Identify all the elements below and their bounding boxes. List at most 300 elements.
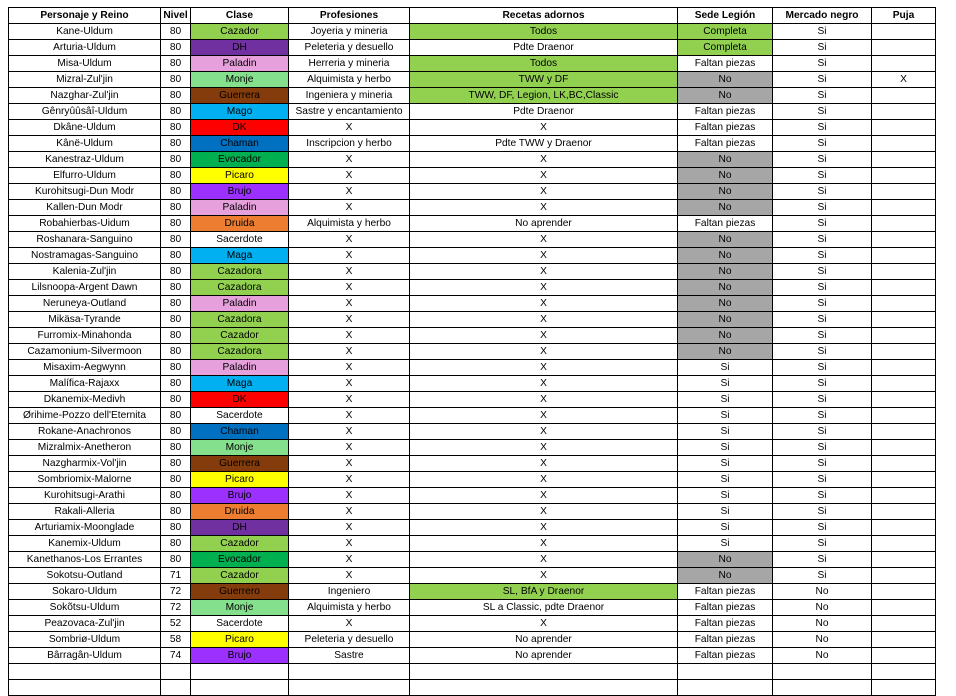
cell-mercado[interactable]: Si — [773, 312, 872, 328]
cell-sede[interactable]: Si — [678, 456, 773, 472]
cell-mercado[interactable]: Si — [773, 456, 872, 472]
cell-sede[interactable]: Faltan piezas — [678, 104, 773, 120]
cell-clase[interactable]: Cazador — [191, 328, 289, 344]
cell-personaje[interactable]: Robahierbas-Uidum — [9, 216, 161, 232]
cell-profesiones[interactable]: Sastre y encantamiento — [289, 104, 410, 120]
header-sede[interactable]: Sede Legión — [678, 8, 773, 24]
cell-recetas[interactable]: X — [410, 312, 678, 328]
cell-sede[interactable]: Si — [678, 504, 773, 520]
cell-puja[interactable] — [872, 168, 936, 184]
cell-personaje[interactable]: Arturia-Uldum — [9, 40, 161, 56]
cell-nivel[interactable]: 80 — [161, 552, 191, 568]
cell-clase[interactable]: Paladin — [191, 200, 289, 216]
cell-clase[interactable]: Cazador — [191, 24, 289, 40]
cell-mercado[interactable]: Si — [773, 408, 872, 424]
cell-sede[interactable]: No — [678, 168, 773, 184]
cell-puja[interactable] — [872, 264, 936, 280]
cell-personaje[interactable]: Dkâne-Uldum — [9, 120, 161, 136]
cell-nivel[interactable]: 80 — [161, 296, 191, 312]
cell-profesiones[interactable]: X — [289, 200, 410, 216]
cell-mercado[interactable]: Si — [773, 136, 872, 152]
cell-recetas[interactable]: Pdte TWW y Draenor — [410, 136, 678, 152]
cell-recetas[interactable]: TWW, DF, Legion, LK,BC,Classic — [410, 88, 678, 104]
cell-puja[interactable] — [872, 520, 936, 536]
cell-mercado[interactable]: Si — [773, 472, 872, 488]
empty-cell[interactable] — [9, 664, 161, 680]
cell-puja[interactable] — [872, 280, 936, 296]
cell-sede[interactable]: Completa — [678, 40, 773, 56]
cell-mercado[interactable]: Si — [773, 280, 872, 296]
cell-profesiones[interactable]: Herreria y mineria — [289, 56, 410, 72]
cell-nivel[interactable]: 80 — [161, 24, 191, 40]
cell-puja[interactable] — [872, 568, 936, 584]
cell-nivel[interactable]: 80 — [161, 504, 191, 520]
cell-nivel[interactable]: 80 — [161, 392, 191, 408]
cell-mercado[interactable]: Si — [773, 504, 872, 520]
cell-sede[interactable]: Faltan piezas — [678, 584, 773, 600]
cell-mercado[interactable]: Si — [773, 376, 872, 392]
cell-personaje[interactable]: Sokaro-Uldum — [9, 584, 161, 600]
cell-puja[interactable] — [872, 600, 936, 616]
cell-personaje[interactable]: Mizral-Zul'jin — [9, 72, 161, 88]
cell-clase[interactable]: Brujo — [191, 648, 289, 664]
cell-profesiones[interactable]: X — [289, 456, 410, 472]
cell-clase[interactable]: DH — [191, 520, 289, 536]
cell-puja[interactable] — [872, 360, 936, 376]
cell-recetas[interactable]: X — [410, 440, 678, 456]
cell-sede[interactable]: Si — [678, 488, 773, 504]
cell-mercado[interactable]: Si — [773, 440, 872, 456]
cell-clase[interactable]: Maga — [191, 248, 289, 264]
cell-recetas[interactable]: X — [410, 520, 678, 536]
cell-nivel[interactable]: 80 — [161, 424, 191, 440]
cell-mercado[interactable]: Si — [773, 152, 872, 168]
cell-puja[interactable] — [872, 312, 936, 328]
cell-profesiones[interactable]: X — [289, 344, 410, 360]
cell-puja[interactable] — [872, 120, 936, 136]
cell-profesiones[interactable]: X — [289, 264, 410, 280]
cell-puja[interactable] — [872, 584, 936, 600]
cell-sede[interactable]: Si — [678, 392, 773, 408]
empty-cell[interactable] — [191, 680, 289, 696]
cell-recetas[interactable]: X — [410, 120, 678, 136]
empty-cell[interactable] — [161, 680, 191, 696]
cell-mercado[interactable]: Si — [773, 232, 872, 248]
cell-clase[interactable]: DH — [191, 40, 289, 56]
cell-clase[interactable]: Cazadora — [191, 312, 289, 328]
cell-mercado[interactable]: Si — [773, 120, 872, 136]
cell-sede[interactable]: No — [678, 264, 773, 280]
cell-clase[interactable]: Chaman — [191, 424, 289, 440]
cell-puja[interactable] — [872, 344, 936, 360]
cell-puja[interactable] — [872, 440, 936, 456]
cell-nivel[interactable]: 80 — [161, 200, 191, 216]
empty-cell[interactable] — [191, 664, 289, 680]
cell-nivel[interactable]: 80 — [161, 408, 191, 424]
cell-recetas[interactable]: X — [410, 280, 678, 296]
cell-nivel[interactable]: 80 — [161, 536, 191, 552]
cell-mercado[interactable]: Si — [773, 296, 872, 312]
cell-profesiones[interactable]: Peleteria y desuello — [289, 40, 410, 56]
cell-clase[interactable]: Paladin — [191, 360, 289, 376]
cell-personaje[interactable]: Kalenia-Zul'jin — [9, 264, 161, 280]
cell-recetas[interactable]: X — [410, 296, 678, 312]
empty-cell[interactable] — [161, 664, 191, 680]
cell-recetas[interactable]: Todos — [410, 24, 678, 40]
cell-sede[interactable]: Si — [678, 536, 773, 552]
cell-puja[interactable] — [872, 424, 936, 440]
cell-profesiones[interactable]: X — [289, 232, 410, 248]
cell-recetas[interactable]: TWW y DF — [410, 72, 678, 88]
cell-profesiones[interactable]: Joyeria y mineria — [289, 24, 410, 40]
cell-nivel[interactable]: 80 — [161, 136, 191, 152]
cell-sede[interactable]: No — [678, 328, 773, 344]
cell-profesiones[interactable]: X — [289, 440, 410, 456]
cell-mercado[interactable]: Si — [773, 72, 872, 88]
cell-personaje[interactable]: Ørihime-Pozzo dell'Eternita — [9, 408, 161, 424]
cell-clase[interactable]: Guerrero — [191, 584, 289, 600]
cell-nivel[interactable]: 80 — [161, 184, 191, 200]
cell-mercado[interactable]: Si — [773, 424, 872, 440]
cell-profesiones[interactable]: X — [289, 168, 410, 184]
cell-recetas[interactable]: X — [410, 200, 678, 216]
cell-nivel[interactable]: 80 — [161, 88, 191, 104]
cell-profesiones[interactable]: X — [289, 312, 410, 328]
cell-mercado[interactable]: No — [773, 616, 872, 632]
cell-clase[interactable]: Paladin — [191, 56, 289, 72]
cell-nivel[interactable]: 80 — [161, 328, 191, 344]
cell-nivel[interactable]: 80 — [161, 152, 191, 168]
cell-puja[interactable] — [872, 24, 936, 40]
cell-puja[interactable] — [872, 104, 936, 120]
cell-sede[interactable]: Si — [678, 440, 773, 456]
cell-profesiones[interactable]: X — [289, 616, 410, 632]
cell-nivel[interactable]: 80 — [161, 104, 191, 120]
cell-personaje[interactable]: Sokotsu-Outland — [9, 568, 161, 584]
cell-mercado[interactable]: Si — [773, 40, 872, 56]
cell-mercado[interactable]: Si — [773, 168, 872, 184]
cell-profesiones[interactable]: X — [289, 248, 410, 264]
cell-clase[interactable]: Evocador — [191, 552, 289, 568]
cell-recetas[interactable]: X — [410, 152, 678, 168]
cell-recetas[interactable]: X — [410, 424, 678, 440]
cell-nivel[interactable]: 80 — [161, 56, 191, 72]
cell-puja[interactable] — [872, 232, 936, 248]
cell-recetas[interactable]: X — [410, 264, 678, 280]
cell-clase[interactable]: Maga — [191, 376, 289, 392]
cell-clase[interactable]: Guerrera — [191, 88, 289, 104]
cell-sede[interactable]: No — [678, 200, 773, 216]
cell-clase[interactable]: Cazadora — [191, 264, 289, 280]
cell-profesiones[interactable]: Inscripcion y herbo — [289, 136, 410, 152]
cell-nivel[interactable]: 74 — [161, 648, 191, 664]
cell-sede[interactable]: No — [678, 296, 773, 312]
cell-recetas[interactable]: X — [410, 568, 678, 584]
cell-mercado[interactable]: Si — [773, 344, 872, 360]
cell-recetas[interactable]: X — [410, 392, 678, 408]
cell-nivel[interactable]: 80 — [161, 168, 191, 184]
empty-cell[interactable] — [773, 664, 872, 680]
empty-cell[interactable] — [872, 680, 936, 696]
cell-puja[interactable] — [872, 40, 936, 56]
cell-clase[interactable]: Cazadora — [191, 344, 289, 360]
cell-mercado[interactable]: Si — [773, 248, 872, 264]
cell-personaje[interactable]: Sombriomix-Malorne — [9, 472, 161, 488]
cell-sede[interactable]: Si — [678, 424, 773, 440]
cell-clase[interactable]: Brujo — [191, 184, 289, 200]
cell-profesiones[interactable]: X — [289, 568, 410, 584]
cell-mercado[interactable]: Si — [773, 200, 872, 216]
cell-puja[interactable] — [872, 328, 936, 344]
cell-nivel[interactable]: 80 — [161, 72, 191, 88]
header-nivel[interactable]: Nivel — [161, 8, 191, 24]
cell-personaje[interactable]: Lilsnoopa-Argent Dawn — [9, 280, 161, 296]
cell-sede[interactable]: No — [678, 232, 773, 248]
cell-nivel[interactable]: 80 — [161, 248, 191, 264]
cell-personaje[interactable]: Kanemix-Uldum — [9, 536, 161, 552]
cell-personaje[interactable]: Kurohitsugi-Dun Modr — [9, 184, 161, 200]
cell-clase[interactable]: Paladin — [191, 296, 289, 312]
cell-sede[interactable]: Si — [678, 360, 773, 376]
cell-personaje[interactable]: Sombriø-Uldum — [9, 632, 161, 648]
cell-nivel[interactable]: 80 — [161, 488, 191, 504]
cell-profesiones[interactable]: X — [289, 424, 410, 440]
cell-personaje[interactable]: Mizralmix-Anetheron — [9, 440, 161, 456]
cell-nivel[interactable]: 80 — [161, 456, 191, 472]
cell-clase[interactable]: Cazadora — [191, 280, 289, 296]
cell-profesiones[interactable]: Alquimista y herbo — [289, 72, 410, 88]
cell-personaje[interactable]: Peazovaca-Zul'jin — [9, 616, 161, 632]
cell-puja[interactable] — [872, 552, 936, 568]
cell-nivel[interactable]: 58 — [161, 632, 191, 648]
cell-personaje[interactable]: Nazgharmix-Vol'jin — [9, 456, 161, 472]
cell-sede[interactable]: No — [678, 184, 773, 200]
cell-recetas[interactable]: SL, BfA y Draenor — [410, 584, 678, 600]
cell-recetas[interactable]: X — [410, 536, 678, 552]
cell-profesiones[interactable]: X — [289, 184, 410, 200]
cell-personaje[interactable]: Rokane-Anachronos — [9, 424, 161, 440]
cell-puja[interactable] — [872, 648, 936, 664]
cell-personaje[interactable]: Kanethanos-Los Errantes — [9, 552, 161, 568]
cell-nivel[interactable]: 80 — [161, 312, 191, 328]
cell-clase[interactable]: Monje — [191, 440, 289, 456]
cell-clase[interactable]: DK — [191, 120, 289, 136]
cell-personaje[interactable]: Neruneya-Outland — [9, 296, 161, 312]
cell-clase[interactable]: Monje — [191, 72, 289, 88]
cell-nivel[interactable]: 80 — [161, 232, 191, 248]
cell-profesiones[interactable]: Peleteria y desuello — [289, 632, 410, 648]
cell-recetas[interactable]: No aprender — [410, 648, 678, 664]
cell-profesiones[interactable]: Alquimista y herbo — [289, 600, 410, 616]
cell-puja[interactable] — [872, 216, 936, 232]
cell-mercado[interactable]: Si — [773, 536, 872, 552]
cell-recetas[interactable]: X — [410, 504, 678, 520]
cell-profesiones[interactable]: X — [289, 296, 410, 312]
cell-sede[interactable]: Faltan piezas — [678, 600, 773, 616]
cell-profesiones[interactable]: X — [289, 472, 410, 488]
cell-clase[interactable]: Mago — [191, 104, 289, 120]
cell-recetas[interactable]: X — [410, 360, 678, 376]
header-recetas[interactable]: Recetas adornos — [410, 8, 678, 24]
cell-sede[interactable]: No — [678, 280, 773, 296]
cell-sede[interactable]: No — [678, 88, 773, 104]
cell-profesiones[interactable]: X — [289, 120, 410, 136]
cell-puja[interactable] — [872, 136, 936, 152]
cell-personaje[interactable]: Kane-Uldum — [9, 24, 161, 40]
cell-clase[interactable]: Druida — [191, 216, 289, 232]
cell-personaje[interactable]: Gênryûûsâî-Uldum — [9, 104, 161, 120]
cell-nivel[interactable]: 80 — [161, 472, 191, 488]
cell-nivel[interactable]: 72 — [161, 584, 191, 600]
cell-clase[interactable]: Sacerdote — [191, 616, 289, 632]
cell-personaje[interactable]: Roshanara-Sanguino — [9, 232, 161, 248]
cell-puja[interactable] — [872, 376, 936, 392]
cell-sede[interactable]: No — [678, 312, 773, 328]
cell-personaje[interactable]: Nostramagas-Sanguino — [9, 248, 161, 264]
cell-personaje[interactable]: Kurohitsugi-Arathi — [9, 488, 161, 504]
cell-puja[interactable] — [872, 472, 936, 488]
cell-mercado[interactable]: Si — [773, 568, 872, 584]
cell-recetas[interactable]: Todos — [410, 56, 678, 72]
cell-profesiones[interactable]: X — [289, 328, 410, 344]
cell-mercado[interactable]: Si — [773, 360, 872, 376]
cell-sede[interactable]: No — [678, 152, 773, 168]
cell-sede[interactable]: Faltan piezas — [678, 632, 773, 648]
cell-profesiones[interactable]: X — [289, 488, 410, 504]
cell-clase[interactable]: Picaro — [191, 472, 289, 488]
cell-nivel[interactable]: 72 — [161, 600, 191, 616]
cell-sede[interactable]: Si — [678, 376, 773, 392]
header-mercado[interactable]: Mercado negro — [773, 8, 872, 24]
cell-recetas[interactable]: X — [410, 184, 678, 200]
empty-cell[interactable] — [289, 664, 410, 680]
header-puja[interactable]: Puja — [872, 8, 936, 24]
cell-sede[interactable]: Faltan piezas — [678, 216, 773, 232]
header-personaje[interactable]: Personaje y Reino — [9, 8, 161, 24]
cell-clase[interactable]: Chaman — [191, 136, 289, 152]
cell-puja[interactable] — [872, 456, 936, 472]
cell-nivel[interactable]: 80 — [161, 520, 191, 536]
cell-sede[interactable]: Si — [678, 520, 773, 536]
cell-mercado[interactable]: No — [773, 648, 872, 664]
cell-profesiones[interactable]: X — [289, 280, 410, 296]
cell-personaje[interactable]: Bârragân-Uldum — [9, 648, 161, 664]
cell-puja[interactable]: X — [872, 72, 936, 88]
cell-personaje[interactable]: Kanestraz-Uldum — [9, 152, 161, 168]
cell-mercado[interactable]: Si — [773, 184, 872, 200]
cell-sede[interactable]: No — [678, 552, 773, 568]
cell-profesiones[interactable]: X — [289, 152, 410, 168]
cell-profesiones[interactable]: X — [289, 552, 410, 568]
cell-recetas[interactable]: X — [410, 344, 678, 360]
cell-puja[interactable] — [872, 616, 936, 632]
empty-cell[interactable] — [872, 664, 936, 680]
cell-recetas[interactable]: X — [410, 472, 678, 488]
cell-recetas[interactable]: SL a Classic, pdte Draenor — [410, 600, 678, 616]
cell-clase[interactable]: Picaro — [191, 168, 289, 184]
cell-mercado[interactable]: Si — [773, 264, 872, 280]
empty-cell[interactable] — [678, 680, 773, 696]
cell-personaje[interactable]: Kallen-Dun Modr — [9, 200, 161, 216]
cell-sede[interactable]: Faltan piezas — [678, 648, 773, 664]
cell-puja[interactable] — [872, 184, 936, 200]
cell-recetas[interactable]: No aprender — [410, 216, 678, 232]
cell-puja[interactable] — [872, 392, 936, 408]
cell-profesiones[interactable]: X — [289, 376, 410, 392]
cell-personaje[interactable]: Nazghar-Zul'jin — [9, 88, 161, 104]
empty-cell[interactable] — [410, 680, 678, 696]
cell-mercado[interactable]: Si — [773, 56, 872, 72]
cell-recetas[interactable]: X — [410, 552, 678, 568]
cell-clase[interactable]: Brujo — [191, 488, 289, 504]
cell-puja[interactable] — [872, 536, 936, 552]
cell-mercado[interactable]: Si — [773, 24, 872, 40]
cell-recetas[interactable]: Pdte Draenor — [410, 104, 678, 120]
cell-personaje[interactable]: Kânë-Uldum — [9, 136, 161, 152]
cell-nivel[interactable]: 80 — [161, 280, 191, 296]
cell-recetas[interactable]: X — [410, 376, 678, 392]
header-profesiones[interactable]: Profesiones — [289, 8, 410, 24]
cell-sede[interactable]: Faltan piezas — [678, 56, 773, 72]
cell-personaje[interactable]: Arturiamix-Moonglade — [9, 520, 161, 536]
cell-recetas[interactable]: X — [410, 328, 678, 344]
cell-mercado[interactable]: No — [773, 584, 872, 600]
cell-recetas[interactable]: X — [410, 168, 678, 184]
cell-clase[interactable]: Evocador — [191, 152, 289, 168]
cell-recetas[interactable]: X — [410, 616, 678, 632]
cell-personaje[interactable]: Furromix-Minahonda — [9, 328, 161, 344]
cell-mercado[interactable]: Si — [773, 328, 872, 344]
empty-cell[interactable] — [773, 680, 872, 696]
cell-mercado[interactable]: Si — [773, 520, 872, 536]
cell-nivel[interactable]: 80 — [161, 344, 191, 360]
cell-profesiones[interactable]: X — [289, 520, 410, 536]
cell-recetas[interactable]: X — [410, 456, 678, 472]
cell-profesiones[interactable]: X — [289, 504, 410, 520]
empty-cell[interactable] — [410, 664, 678, 680]
cell-clase[interactable]: Sacerdote — [191, 232, 289, 248]
cell-nivel[interactable]: 80 — [161, 376, 191, 392]
cell-sede[interactable]: Si — [678, 472, 773, 488]
cell-recetas[interactable]: X — [410, 248, 678, 264]
cell-recetas[interactable]: X — [410, 232, 678, 248]
cell-nivel[interactable]: 80 — [161, 440, 191, 456]
cell-profesiones[interactable]: X — [289, 392, 410, 408]
cell-recetas[interactable]: No aprender — [410, 632, 678, 648]
cell-recetas[interactable]: X — [410, 408, 678, 424]
cell-personaje[interactable]: Dkanemix-Medivh — [9, 392, 161, 408]
cell-personaje[interactable]: Cazamonium-Silvermoon — [9, 344, 161, 360]
cell-puja[interactable] — [872, 632, 936, 648]
cell-nivel[interactable]: 80 — [161, 40, 191, 56]
cell-nivel[interactable]: 80 — [161, 264, 191, 280]
cell-clase[interactable]: DK — [191, 392, 289, 408]
cell-personaje[interactable]: Rakali-Alleria — [9, 504, 161, 520]
cell-clase[interactable]: Picaro — [191, 632, 289, 648]
cell-recetas[interactable]: Pdte Draenor — [410, 40, 678, 56]
cell-profesiones[interactable]: X — [289, 408, 410, 424]
cell-nivel[interactable]: 80 — [161, 216, 191, 232]
cell-puja[interactable] — [872, 200, 936, 216]
cell-mercado[interactable]: Si — [773, 104, 872, 120]
cell-mercado[interactable]: Si — [773, 488, 872, 504]
cell-sede[interactable]: No — [678, 344, 773, 360]
cell-sede[interactable]: Completa — [678, 24, 773, 40]
cell-sede[interactable]: Faltan piezas — [678, 616, 773, 632]
cell-nivel[interactable]: 52 — [161, 616, 191, 632]
cell-clase[interactable]: Guerrera — [191, 456, 289, 472]
cell-clase[interactable]: Druida — [191, 504, 289, 520]
